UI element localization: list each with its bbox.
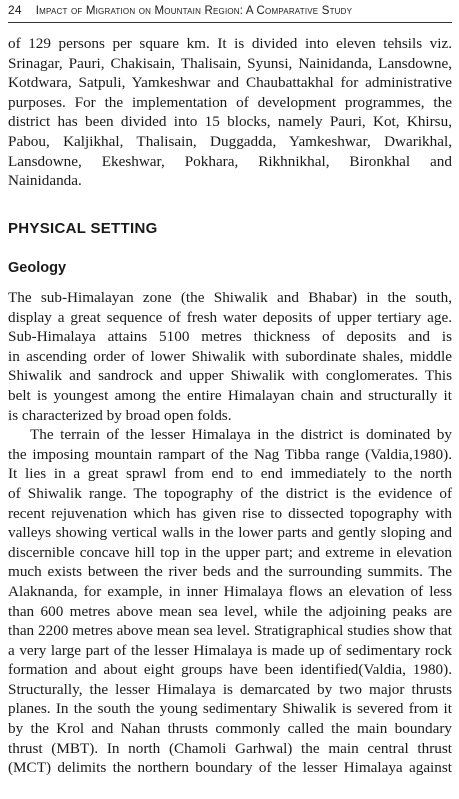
text-line: Kotdwara, Satpuli, Yamkeshwar and Chaubattakhal for administrative bbox=[8, 74, 452, 92]
intro-paragraph bbox=[8, 34, 452, 191]
text-line: than 2200 metres above mean sea level. Stratigraphical studies show that bbox=[8, 622, 452, 640]
page-number: 24 bbox=[8, 3, 22, 17]
text-line: purposes. For the implementation of development programmes, the bbox=[8, 93, 452, 111]
text-line: by the Krol and Nahan thrusts commonly called the main boundary bbox=[8, 720, 452, 738]
header-rule bbox=[8, 22, 452, 23]
text-line: of 129 persons per square km. It is divided into eleven tehsils viz. bbox=[8, 35, 452, 52]
text-line: discernible concave hill top in the upper part; and extreme in elevation bbox=[8, 543, 452, 561]
text-line: thrust (MBT). In north (Chamoli Garhwal) the main central thrust bbox=[8, 739, 452, 757]
section-heading: PHYSICAL SETTING bbox=[8, 220, 158, 237]
running-head bbox=[8, 3, 452, 21]
text-line: Sub-Himalaya attains 5100 metres thickness of deposits and is bbox=[8, 328, 452, 346]
text-line: The terrain of the lesser Himalaya in the district is dominated by bbox=[30, 426, 452, 444]
text-line: district has been divided into 15 blocks, namely Pauri, Kot, Khirsu, bbox=[8, 113, 452, 131]
text-line: than 600 metres above mean sea level, while the adjoining peaks are bbox=[8, 602, 452, 620]
text-line: Shiwalik and sandrock and upper Shiwalik with conglomerates. This bbox=[8, 367, 452, 385]
text-line: is characterized by broad open folds. bbox=[8, 406, 232, 424]
text-line: It lies in a great sprawl from end to end immediately to the north bbox=[8, 465, 452, 483]
text-line: planes. In the south the young sedimentary Shiwalik is severed from it bbox=[8, 700, 452, 718]
text-line: of Shiwalik range. The topography of the district is the evidence of bbox=[8, 484, 452, 502]
text-line: The sub-Himalayan zone (the Shiwalik and Bhabar) in the south, bbox=[8, 289, 452, 306]
text-line: Nainidanda. bbox=[8, 172, 82, 190]
text-line: much exists between the river beds and the surrounding summits. The bbox=[8, 563, 452, 581]
text-line: belt is youngest among the entire Himalayan chain and structurally it bbox=[8, 386, 452, 404]
text-line: recent rejuvenation which has given rise to dissected topography with bbox=[8, 504, 452, 522]
running-title: Impact of Migration on Mountain Region: A Comparative Study bbox=[35, 5, 353, 17]
sub-heading: Geology bbox=[8, 260, 67, 276]
text-line: Lansdowne, Ekeshwar, Pokhara, Rikhnikhal, Bironkhal and bbox=[8, 152, 452, 170]
text-line: in ascending order of lower Shiwalik with subordinate shales, middle bbox=[8, 347, 452, 365]
text-line: the imposing mountain rampart of the Nag Tibba range (Valdia,1980). bbox=[8, 445, 452, 463]
geology-text bbox=[8, 288, 452, 778]
text-line: (MCT) delimits the northern boundary of the lesser Himalaya against bbox=[8, 759, 452, 777]
text-line: valleys showing vertical walls in the lower parts and gently sloping and bbox=[8, 524, 452, 542]
text-line: display a great sequence of fresh water deposits of upper tertiary age. bbox=[8, 308, 452, 326]
text-line: a very large part of the lesser Himalaya is made up of sedimentary rock bbox=[8, 641, 452, 659]
text-line: Alaknanda, for example, in inner Himalaya flows an elevation of less bbox=[8, 582, 452, 600]
text-line: Srinagar, Pauri, Chakisain, Thalisain, Syunsi, Nainidanda, Lansdowne, bbox=[8, 54, 452, 72]
text-line: formation and about eight groups have been identified(Valdia, 1980). bbox=[8, 661, 452, 679]
text-line: Structurally, the lesser Himalaya is demarcated by two major thrusts bbox=[8, 680, 452, 698]
text-line: Pabou, Kaljikhal, Thalisain, Duggadda, Yamkeshwar, Dwarikhal, bbox=[8, 132, 452, 150]
